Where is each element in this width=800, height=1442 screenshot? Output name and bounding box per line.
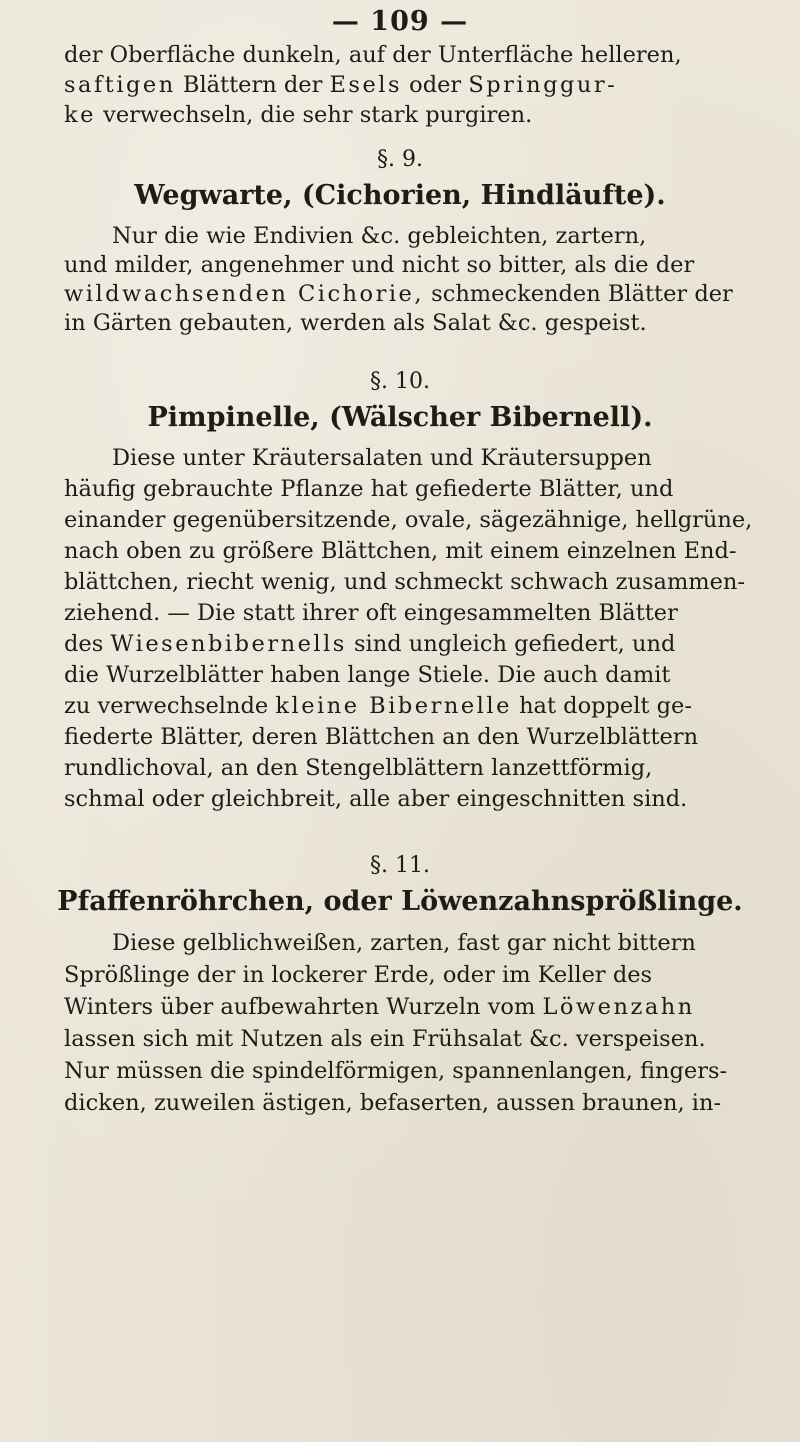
text-line: Winters über aufbewahrten Wurzeln vom Löwenzahn	[64, 994, 695, 1020]
text-line: einander gegenübersitzende, ovale, sägezähnige, hellgrüne,	[64, 507, 753, 533]
section-title: Wegwarte, (Cichorien, Hindläufte).	[134, 180, 666, 211]
text-line: der Oberfläche dunkeln, auf der Unterfläche helleren,	[64, 42, 682, 68]
text-line: rundlichoval, an den Stengelblättern lanzettförmig,	[64, 755, 653, 781]
text-line: häufig gebrauchte Pflanze hat gefiederte Blätter, und	[64, 476, 674, 502]
section-title: Pfaffenröhrchen, oder Löwenzahnsprößlinge.	[57, 886, 743, 917]
text-line: und milder, angenehmer und nicht so bitter, als die der	[64, 252, 695, 278]
text-line: schmal oder gleichbreit, alle aber eingeschnitten sind.	[64, 786, 688, 812]
text-line: ziehend. — Die statt ihrer oft eingesammelten Blätter	[64, 600, 678, 626]
text-line: wildwachsenden Cichorie, schmeckenden Blätter der	[64, 281, 733, 307]
text-line: Nur müssen die spindelförmigen, spannenlangen, fingers-	[64, 1058, 728, 1084]
text-line: des Wiesenbibernells sind ungleich gefiedert, und	[64, 631, 676, 657]
section-number: §. 9.	[377, 147, 423, 172]
section-number: §. 10.	[370, 369, 430, 394]
section-title: Pimpinelle, (Wälscher Bibernell).	[147, 402, 653, 433]
text-line: ke verwechseln, die sehr stark purgiren.	[64, 102, 533, 128]
text-line: Diese gelblichweißen, zarten, fast gar nicht bittern	[112, 930, 696, 956]
text-line: zu verwechselnde kleine Bibernelle hat doppelt ge-	[64, 693, 692, 719]
page-number: — 109 —	[331, 6, 469, 37]
text-line: in Gärten gebauten, werden als Salat &c. gespeist.	[64, 310, 647, 336]
text-line: dicken, zuweilen ästigen, befaserten, aussen braunen, in-	[64, 1090, 722, 1116]
section-number: §. 11.	[370, 853, 430, 878]
text-line: Sprößlinge der in lockerer Erde, oder im Keller des	[64, 962, 653, 988]
text-line: fiederte Blätter, deren Blättchen an den Wurzelblättern	[64, 724, 699, 750]
text-line: Diese unter Kräutersalaten und Kräutersuppen	[112, 445, 652, 471]
text-line: die Wurzelblätter haben lange Stiele. Die auch damit	[64, 662, 671, 688]
text-line: Nur die wie Endivien &c. gebleichten, zartern,	[112, 223, 647, 249]
text-line: saftigen Blättern der Esels oder Springgur-	[64, 72, 618, 98]
text-line: blättchen, riecht wenig, und schmeckt schwach zusammen-	[64, 569, 746, 595]
text-line: lassen sich mit Nutzen als ein Frühsalat &c. verspeisen.	[64, 1026, 706, 1052]
text-line: nach oben zu größere Blättchen, mit einem einzelnen End-	[64, 538, 737, 564]
